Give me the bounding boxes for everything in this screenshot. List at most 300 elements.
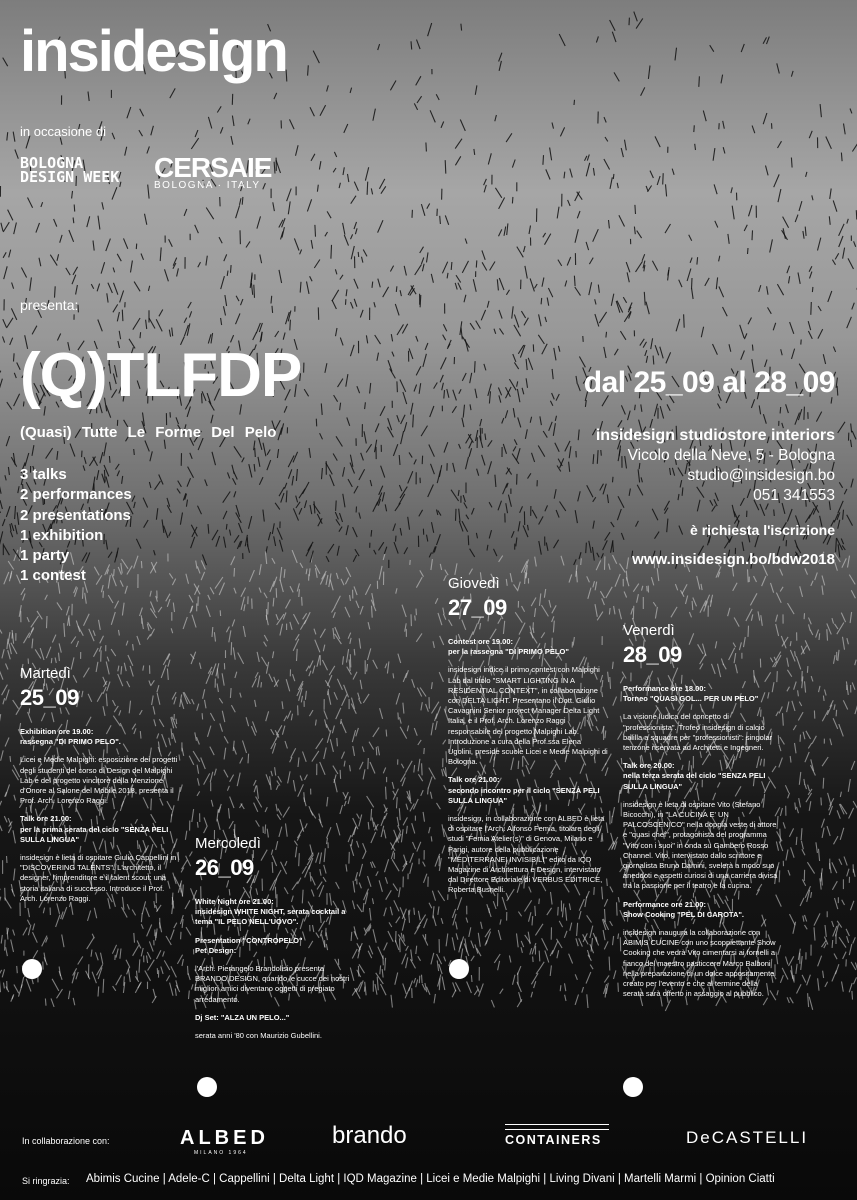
hair-stroke bbox=[827, 826, 830, 836]
hair-stroke bbox=[429, 827, 431, 833]
hair-stroke bbox=[456, 509, 457, 521]
hair-stroke bbox=[242, 458, 245, 463]
hair-stroke bbox=[822, 710, 828, 721]
hair-stroke bbox=[273, 202, 275, 211]
hair-stroke bbox=[643, 342, 646, 348]
hair-stroke bbox=[416, 946, 417, 954]
hair-stroke bbox=[526, 378, 527, 388]
day-name: Venerdì bbox=[623, 622, 675, 639]
hair-stroke bbox=[371, 809, 372, 821]
hair-stroke bbox=[416, 577, 422, 588]
hair-stroke bbox=[710, 45, 714, 52]
hair-stroke bbox=[393, 444, 397, 456]
hair-stroke bbox=[353, 527, 358, 537]
hair-stroke bbox=[604, 941, 608, 949]
hair-stroke bbox=[635, 205, 636, 214]
program-heading: secondo incontro per il ciclo "SENZA PELI SULLA LINGUA" bbox=[448, 785, 600, 805]
hair-stroke bbox=[478, 933, 480, 947]
hair-stroke bbox=[684, 314, 685, 327]
hair-stroke bbox=[542, 938, 548, 950]
hair-stroke bbox=[822, 828, 824, 838]
hair-stroke bbox=[149, 482, 151, 488]
hair-stroke bbox=[284, 569, 285, 578]
hair-stroke bbox=[752, 230, 753, 240]
hair-stroke bbox=[548, 288, 552, 297]
hair-stroke bbox=[402, 954, 406, 965]
program-heading: Talk ore 21.00: bbox=[448, 775, 500, 785]
hair-stroke bbox=[823, 971, 824, 978]
hair-stroke bbox=[552, 369, 553, 379]
hair-stroke bbox=[140, 332, 141, 338]
hair-stroke bbox=[299, 589, 300, 597]
hair-stroke bbox=[579, 552, 581, 559]
hair-stroke bbox=[414, 978, 416, 983]
hair-stroke bbox=[605, 137, 608, 141]
hair-stroke bbox=[12, 283, 14, 289]
hair-stroke bbox=[489, 391, 490, 403]
hair-stroke bbox=[314, 501, 315, 513]
hair-stroke bbox=[309, 568, 310, 576]
hair-stroke bbox=[565, 995, 566, 1001]
hair-stroke bbox=[372, 282, 373, 288]
hair-stroke bbox=[27, 920, 30, 925]
hair-stroke bbox=[338, 379, 343, 388]
hair-stroke bbox=[432, 702, 439, 714]
hair-stroke bbox=[787, 266, 790, 274]
hair-stroke bbox=[164, 440, 165, 449]
hair-stroke bbox=[499, 556, 503, 562]
hair-stroke bbox=[801, 841, 803, 849]
hair-stroke bbox=[177, 955, 182, 964]
hair-stroke bbox=[814, 913, 820, 925]
hair-stroke bbox=[122, 603, 124, 616]
hair-stroke bbox=[452, 937, 455, 950]
hair-stroke bbox=[621, 691, 622, 701]
hair-stroke bbox=[300, 250, 302, 255]
hair-stroke bbox=[317, 185, 318, 192]
hair-stroke bbox=[139, 130, 143, 136]
hair-stroke bbox=[348, 479, 352, 487]
hair-stroke bbox=[31, 616, 39, 627]
hair-stroke bbox=[9, 644, 11, 655]
hair-stroke bbox=[514, 362, 518, 369]
hair-stroke bbox=[731, 187, 732, 193]
hair-stroke bbox=[400, 727, 407, 739]
hair-stroke bbox=[488, 440, 492, 446]
hair-stroke bbox=[565, 281, 567, 287]
hair-stroke bbox=[587, 155, 589, 161]
event-dates: dal 25_09 al 28_09 bbox=[583, 366, 835, 399]
hair-stroke bbox=[14, 795, 16, 801]
hair-stroke bbox=[557, 950, 559, 958]
hair-stroke bbox=[343, 467, 345, 476]
hair-stroke bbox=[586, 163, 590, 177]
hair-stroke bbox=[212, 530, 218, 540]
hair-stroke bbox=[397, 381, 398, 392]
hair-stroke bbox=[202, 713, 203, 719]
hair-stroke bbox=[354, 279, 358, 289]
hair-stroke bbox=[157, 950, 161, 959]
hair-stroke bbox=[379, 566, 382, 580]
program-text: insidesign, in collaborazione con ALBED è lieta di ospitare l'Arch. Alfonso Femia, titolare degli studi "Femia Atelier(s)" di Genova, Milano e Parigi, autore della pubblicazione "MEDITERRANEI INVISIBILI" edito da IQD Magazine di Architettura e Design, intervistato dal Direttore Editoriale di VERBUS EDITRICE, Roberta Busnelli. bbox=[448, 814, 605, 895]
hair-stroke bbox=[750, 593, 757, 605]
hair-stroke bbox=[321, 403, 322, 415]
hair-stroke bbox=[499, 395, 501, 402]
hair-stroke bbox=[517, 389, 520, 402]
hair-stroke bbox=[529, 912, 532, 922]
hair-stroke bbox=[676, 319, 680, 332]
hair-stroke bbox=[343, 792, 346, 798]
hair-stroke bbox=[351, 246, 354, 259]
hair-stroke bbox=[296, 145, 299, 155]
hair-stroke bbox=[576, 376, 577, 384]
program-text: Licei e Medie Malpighi: esposizione dei progetti degli studenti del corso di Design del Malpighi Lab e del progetto vincitore della Menzione d'Onore al Salone del Mobile 2018, presenta il Prof. Arch. Lorenzo Raggi. bbox=[20, 755, 178, 806]
hair-stroke bbox=[21, 588, 25, 595]
hair-stroke bbox=[254, 780, 257, 786]
hair-stroke bbox=[217, 809, 219, 821]
hair-stroke bbox=[558, 907, 559, 916]
hair-stroke bbox=[723, 147, 725, 153]
hair-stroke bbox=[343, 656, 344, 664]
hair-stroke bbox=[832, 862, 837, 873]
hair-stroke bbox=[170, 88, 175, 98]
hair-stroke bbox=[358, 252, 359, 257]
hair-stroke bbox=[557, 207, 559, 219]
hair-stroke bbox=[701, 327, 703, 338]
hair-stroke bbox=[392, 782, 394, 789]
hair-stroke bbox=[131, 261, 133, 273]
hair-stroke bbox=[146, 320, 147, 329]
hair-stroke bbox=[107, 293, 108, 302]
hair-stroke bbox=[455, 156, 460, 165]
hair-stroke bbox=[641, 87, 645, 95]
hair-stroke bbox=[406, 946, 409, 951]
hair-stroke bbox=[416, 366, 421, 375]
hair-stroke bbox=[141, 561, 142, 568]
hair-stroke bbox=[160, 247, 161, 261]
hair-stroke bbox=[41, 202, 43, 207]
hair-stroke bbox=[108, 595, 113, 603]
hair-stroke bbox=[518, 912, 521, 917]
hair-stroke bbox=[823, 354, 825, 364]
hair-stroke bbox=[305, 500, 307, 508]
hair-stroke bbox=[417, 40, 421, 50]
hair-stroke bbox=[422, 264, 424, 272]
hair-stroke bbox=[522, 388, 524, 395]
hair-stroke bbox=[313, 666, 315, 674]
hair-stroke bbox=[276, 785, 278, 790]
hair-stroke bbox=[219, 583, 224, 595]
hair-stroke bbox=[381, 816, 385, 826]
hair-stroke bbox=[621, 787, 623, 793]
hair-stroke bbox=[790, 641, 791, 646]
hair-stroke bbox=[149, 941, 153, 951]
hair-stroke bbox=[471, 975, 472, 982]
hair-stroke bbox=[480, 419, 482, 426]
hair-stroke bbox=[485, 434, 486, 440]
hair-stroke bbox=[346, 567, 351, 577]
hair-stroke bbox=[545, 317, 547, 322]
hair-stroke bbox=[336, 823, 340, 835]
hair-stroke bbox=[455, 139, 462, 149]
hair-stroke bbox=[532, 510, 537, 519]
hair-stroke bbox=[17, 966, 18, 973]
hair-stroke bbox=[189, 595, 193, 603]
hair-stroke bbox=[169, 532, 171, 537]
hair-stroke bbox=[458, 283, 461, 290]
hair-stroke bbox=[8, 632, 10, 644]
hair-stroke bbox=[117, 312, 119, 321]
hair-stroke bbox=[714, 184, 717, 194]
program-heading: Presentation "CONTROPELO" bbox=[195, 935, 303, 945]
hair-stroke bbox=[796, 964, 797, 974]
hair-stroke bbox=[546, 543, 548, 551]
hair-stroke bbox=[495, 475, 496, 487]
hair-stroke bbox=[763, 414, 766, 424]
hair-stroke bbox=[441, 918, 443, 924]
hair-stroke bbox=[788, 870, 790, 875]
hair-stroke bbox=[795, 651, 796, 656]
hair-stroke bbox=[208, 595, 210, 600]
hair-stroke bbox=[475, 85, 477, 94]
hair-stroke bbox=[305, 823, 307, 828]
hair-stroke bbox=[76, 972, 78, 979]
hair-stroke bbox=[208, 117, 211, 129]
hair-stroke bbox=[241, 588, 246, 597]
hair-stroke bbox=[612, 816, 613, 823]
hair-stroke bbox=[505, 410, 507, 418]
hair-stroke bbox=[396, 917, 400, 924]
hair-stroke bbox=[645, 350, 647, 356]
hair-stroke bbox=[386, 890, 392, 899]
hair-stroke bbox=[215, 577, 223, 589]
hair-stroke bbox=[567, 257, 571, 266]
hair-stroke bbox=[100, 636, 104, 644]
hair-stroke bbox=[609, 608, 610, 615]
hair-stroke bbox=[257, 216, 261, 228]
hair-stroke bbox=[428, 485, 434, 498]
hair-stroke bbox=[819, 686, 821, 692]
hair-stroke bbox=[303, 613, 307, 619]
hair-stroke bbox=[348, 796, 350, 804]
hair-stroke bbox=[310, 276, 313, 281]
hair-stroke bbox=[803, 732, 805, 739]
hair-stroke bbox=[354, 299, 357, 307]
hair-stroke bbox=[733, 583, 737, 591]
hair-stroke bbox=[555, 416, 556, 421]
hair-stroke bbox=[530, 278, 534, 291]
hair-stroke bbox=[15, 506, 16, 519]
hair-stroke bbox=[133, 945, 139, 955]
hair-stroke bbox=[498, 961, 500, 970]
hair-stroke bbox=[416, 76, 421, 85]
hair-stroke bbox=[420, 247, 424, 253]
hair-stroke bbox=[229, 808, 230, 818]
hair-stroke bbox=[13, 765, 19, 777]
hair-stroke bbox=[640, 339, 645, 346]
hair-stroke bbox=[391, 995, 392, 1008]
hair-stroke bbox=[329, 666, 335, 675]
hair-stroke bbox=[459, 942, 462, 953]
hair-stroke bbox=[389, 922, 392, 927]
hair-stroke bbox=[8, 827, 11, 834]
hair-stroke bbox=[699, 76, 700, 87]
hair-stroke bbox=[39, 258, 41, 267]
hair-stroke bbox=[518, 521, 520, 531]
hair-stroke bbox=[427, 204, 430, 209]
hair-stroke bbox=[140, 608, 143, 616]
hair-stroke bbox=[748, 569, 749, 582]
hair-stroke bbox=[233, 478, 236, 485]
hair-stroke bbox=[484, 179, 487, 185]
hair-stroke bbox=[840, 828, 844, 840]
hair-stroke bbox=[595, 299, 596, 304]
hair-stroke bbox=[33, 932, 38, 943]
hair-stroke bbox=[139, 959, 140, 972]
hair-stroke bbox=[113, 268, 115, 273]
hair-stroke bbox=[337, 546, 339, 556]
hair-stroke bbox=[308, 65, 309, 75]
hair-stroke bbox=[315, 640, 320, 653]
hair-stroke bbox=[197, 566, 200, 573]
hair-stroke bbox=[462, 373, 466, 381]
hair-stroke bbox=[6, 506, 10, 517]
hair-stroke bbox=[432, 522, 434, 533]
hair-stroke bbox=[824, 937, 828, 945]
hair-stroke bbox=[771, 583, 774, 593]
hair-stroke bbox=[35, 649, 41, 658]
hair-stroke bbox=[590, 926, 593, 938]
hair-stroke bbox=[835, 624, 838, 629]
hair-stroke bbox=[646, 356, 647, 363]
hair-stroke bbox=[294, 238, 299, 250]
thanks-list: Abimis Cucine | Adele-C | Cappellini | Delta Light | IQD Magazine | Licei e Medie Malpighi | Living Divani | Martelli Marmi | Opinion Ciatti bbox=[86, 1173, 775, 1185]
hair-stroke bbox=[697, 257, 698, 264]
hair-stroke bbox=[156, 319, 162, 331]
hair-stroke bbox=[716, 277, 717, 289]
hair-stroke bbox=[55, 658, 56, 664]
hair-stroke bbox=[314, 260, 320, 269]
hair-stroke bbox=[808, 743, 812, 749]
hair-stroke bbox=[210, 713, 214, 721]
hair-stroke bbox=[466, 515, 469, 520]
hair-stroke bbox=[351, 302, 354, 308]
hair-stroke bbox=[32, 639, 33, 649]
hair-stroke bbox=[636, 261, 643, 272]
hair-stroke bbox=[799, 772, 801, 785]
hair-stroke bbox=[535, 906, 536, 916]
hair-stroke bbox=[359, 699, 362, 704]
hair-stroke bbox=[849, 575, 855, 585]
hair-stroke bbox=[655, 607, 657, 619]
hair-stroke bbox=[263, 510, 264, 522]
hair-stroke bbox=[141, 948, 143, 956]
hair-stroke bbox=[354, 222, 357, 229]
hair-stroke bbox=[539, 951, 540, 962]
hair-stroke bbox=[549, 422, 553, 431]
hair-stroke bbox=[197, 822, 198, 828]
hair-stroke bbox=[367, 664, 368, 672]
hair-stroke bbox=[2, 969, 4, 977]
hair-stroke bbox=[267, 450, 270, 455]
hair-stroke bbox=[834, 954, 837, 960]
hair-stroke bbox=[444, 957, 446, 962]
hair-stroke bbox=[393, 673, 394, 678]
hair-stroke bbox=[32, 445, 34, 456]
hair-stroke bbox=[150, 451, 152, 461]
hair-stroke bbox=[373, 109, 376, 121]
hair-stroke bbox=[835, 964, 839, 974]
hair-stroke bbox=[302, 597, 303, 606]
hair-stroke bbox=[542, 278, 544, 287]
hair-stroke bbox=[814, 927, 815, 940]
hair-stroke bbox=[274, 93, 277, 99]
hair-stroke bbox=[391, 851, 393, 859]
venue-name: insidesign studiostore interiors bbox=[595, 427, 835, 444]
hair-stroke bbox=[613, 936, 614, 945]
hair-stroke bbox=[841, 613, 845, 623]
hair-stroke bbox=[637, 594, 639, 603]
hair-stroke bbox=[231, 136, 233, 145]
hair-stroke bbox=[547, 298, 549, 306]
hair-stroke bbox=[284, 716, 287, 722]
hair-stroke bbox=[848, 258, 854, 269]
hair-stroke bbox=[818, 329, 823, 339]
hair-stroke bbox=[438, 906, 439, 914]
hair-stroke bbox=[0, 507, 1, 513]
hair-stroke bbox=[261, 682, 262, 687]
hair-stroke bbox=[489, 502, 492, 507]
day-column-wednesday bbox=[195, 835, 355, 1049]
hair-stroke bbox=[311, 154, 315, 161]
hair-stroke bbox=[393, 884, 398, 891]
hair-stroke bbox=[134, 933, 135, 943]
hair-stroke bbox=[169, 239, 173, 247]
hair-stroke bbox=[470, 323, 474, 330]
hair-stroke bbox=[290, 757, 292, 762]
hair-stroke bbox=[404, 266, 406, 276]
hair-stroke bbox=[451, 490, 459, 501]
hair-stroke bbox=[1, 750, 4, 760]
hair-stroke bbox=[283, 807, 290, 818]
hair-stroke bbox=[808, 785, 810, 791]
registration-url[interactable]: www.insidesign.bo/bdw2018 bbox=[632, 551, 835, 568]
hair-stroke bbox=[347, 649, 349, 663]
hair-stroke bbox=[291, 748, 296, 757]
hair-stroke bbox=[263, 443, 266, 457]
hair-stroke bbox=[197, 765, 199, 774]
hair-stroke bbox=[500, 989, 503, 994]
hair-stroke bbox=[689, 235, 692, 241]
hair-stroke bbox=[126, 960, 130, 968]
hair-stroke bbox=[362, 747, 364, 753]
hair-stroke bbox=[578, 430, 579, 441]
hair-stroke bbox=[23, 928, 27, 936]
hair-stroke bbox=[475, 361, 476, 373]
hair-stroke bbox=[64, 623, 65, 637]
hair-stroke bbox=[292, 476, 294, 486]
program-text: insidesign indice il primo contest con Malpighi Lab dal titolo "SMART LIGHTING IN A RESIDENTIAL CONTEXT", in collaborazione con DELTA LIGHT. Presentano il Dott. Giulio Cavagnini Senior project Manager Delta Light Italia, e il Prof. Arch. Lorenzo Raggi responsabile del progetto Malpighi Lab. Introduzione a cura della Prof.ssa Elena Ugolini, preside scuole Licei e Medie Malpighi di Bologna. bbox=[448, 665, 608, 767]
hair-stroke bbox=[234, 747, 237, 754]
hair-stroke bbox=[442, 845, 445, 853]
hair-stroke bbox=[243, 626, 245, 637]
hair-stroke bbox=[458, 490, 459, 496]
hair-stroke bbox=[350, 765, 351, 771]
hair-stroke bbox=[148, 185, 149, 199]
hair-stroke bbox=[570, 169, 573, 178]
hair-stroke bbox=[851, 479, 853, 488]
hair-stroke bbox=[430, 110, 435, 122]
